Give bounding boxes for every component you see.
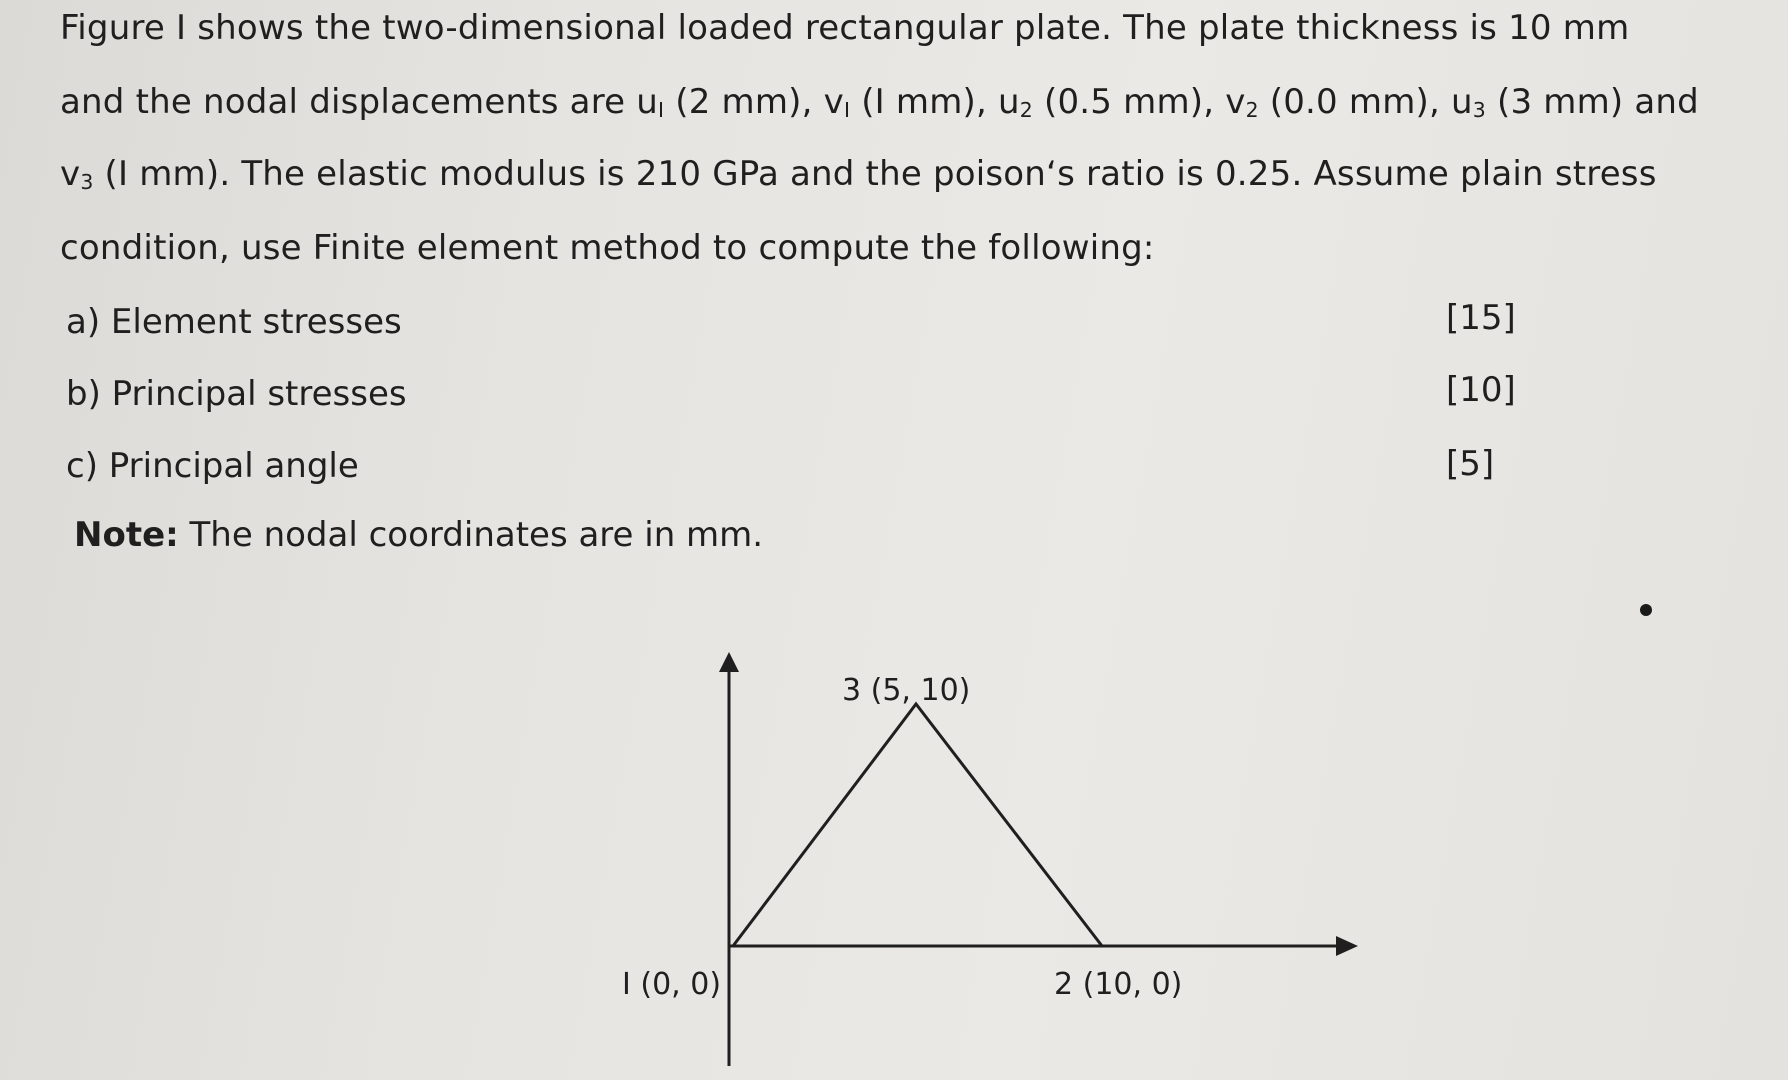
- ink-dot: [1640, 604, 1652, 616]
- line2-part-c: (I mm), u: [850, 82, 1020, 122]
- problem-line-1: Figure I shows the two-dimensional loaded rectangular plate. The plate thickness is 10 mm: [60, 8, 1630, 48]
- marks-c: [5]: [1446, 444, 1495, 484]
- problem-line-4: condition, use Finite element method to compute the following:: [60, 228, 1155, 268]
- subscript-v3: 3: [80, 170, 94, 194]
- node-3-label: 3 (5, 10): [842, 673, 971, 708]
- line2-part-a: and the nodal displacements are u: [60, 82, 658, 122]
- subscript-u1: I: [658, 98, 665, 122]
- line3-part-b: (I mm). The elastic modulus is 210 GPa and the poison‘s ratio is 0.25. Assume plain stress: [93, 154, 1657, 194]
- line2-part-d: (0.5 mm), v: [1032, 82, 1246, 122]
- x-axis-arrowhead: [1336, 936, 1358, 956]
- subscript-v2: 2: [1245, 98, 1259, 122]
- subscript-v1: I: [843, 98, 851, 122]
- note-text: The nodal coordinates are in mm.: [178, 515, 764, 555]
- line2-part-e: (0.0 mm), u: [1258, 82, 1473, 122]
- question-c: c) Principal angle: [66, 446, 359, 486]
- line2-part-b: (2 mm), v: [664, 82, 844, 122]
- note-label: Note:: [74, 515, 179, 555]
- marks-a: [15]: [1446, 298, 1516, 338]
- line2-part-f: (3 mm) and: [1485, 82, 1699, 122]
- triangle-element: [733, 704, 1102, 946]
- question-a: a) Element stresses: [66, 302, 402, 342]
- marks-b: [10]: [1446, 370, 1516, 410]
- subscript-u3: 3: [1472, 98, 1486, 122]
- subscript-u2: 2: [1019, 98, 1033, 122]
- node-2-label: 2 (10, 0): [1054, 967, 1183, 1002]
- node-1-label: I (0, 0): [622, 967, 722, 1002]
- y-axis-arrowhead: [719, 652, 739, 672]
- question-b: b) Principal stresses: [66, 374, 407, 414]
- line3-part-a: v: [60, 154, 81, 194]
